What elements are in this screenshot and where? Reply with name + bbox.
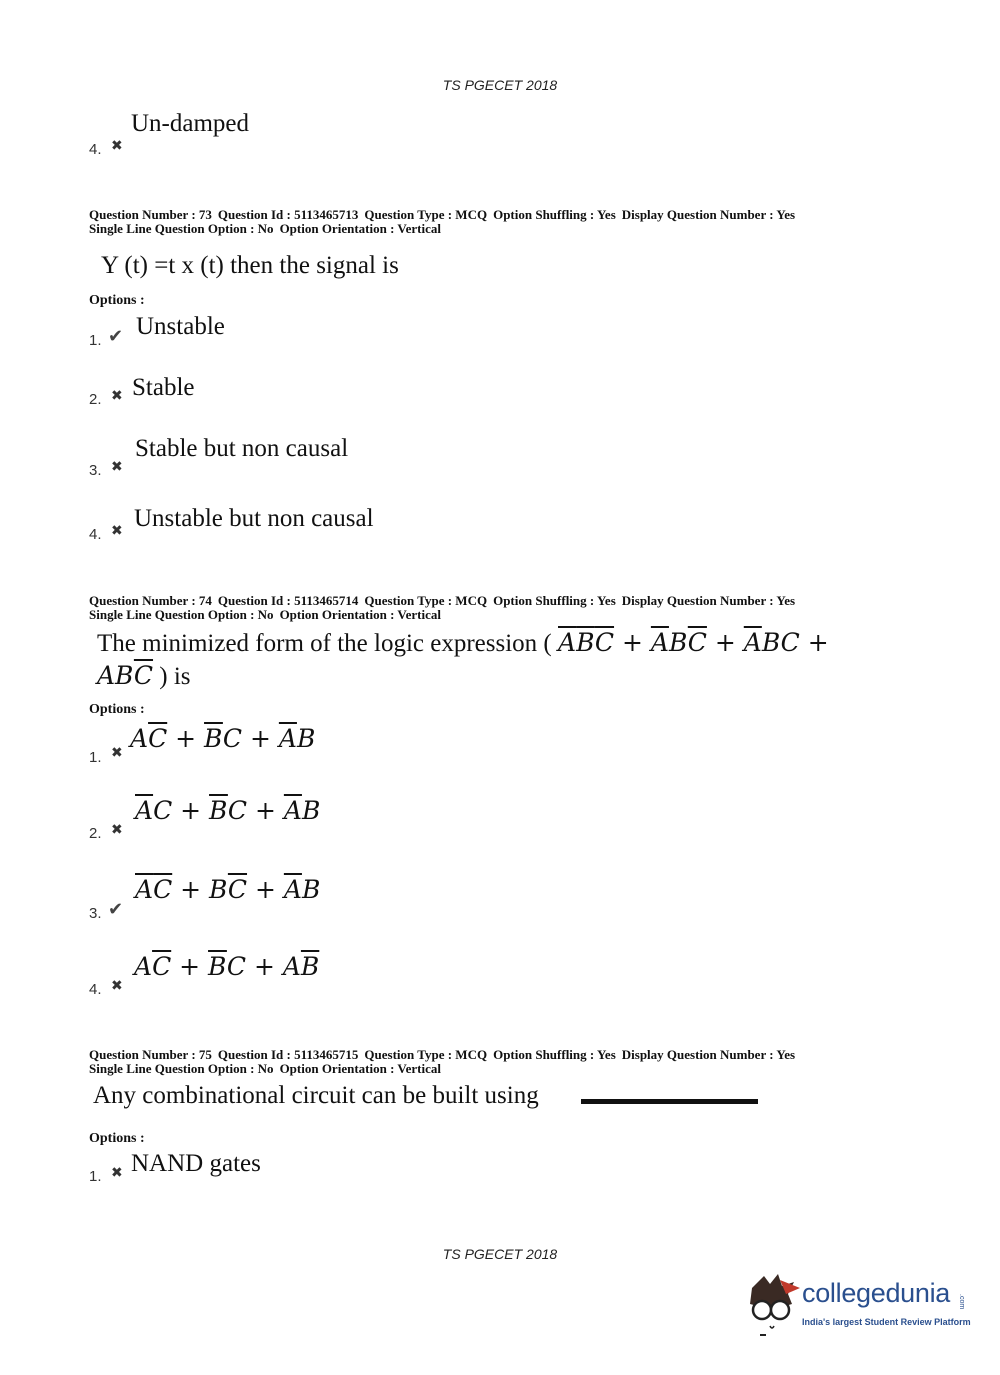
option-text: NAND gates — [131, 1150, 261, 1177]
option-math: $\overline{A}\overline{C} + B\overline{C} + \overline{A}B$ — [135, 875, 321, 904]
option-number: 4. — [89, 526, 102, 543]
question-text: Any combinational circuit can be built using — [93, 1082, 539, 1109]
page-footer: TS PGECET 2018 — [442, 1246, 558, 1262]
wrong-mark-icon: ✖ — [111, 389, 123, 404]
question-text: The minimized form of the logic expression ( $\overline{A}\overline{B}\overline{C} + \overline{A}B\overline{C} + \overline{A}BC$ + $AB\overline{C}$ ) is — [97, 628, 829, 690]
collegedunia-logo — [742, 1270, 972, 1340]
option-number: 3. — [89, 905, 102, 922]
wrong-mark-icon: ✖ — [111, 139, 123, 154]
option-number: 2. — [89, 391, 102, 408]
page-header: TS PGECET 2018 — [442, 77, 558, 93]
math-expression: $AB\overline{C}$ — [97, 661, 154, 690]
wrong-mark-icon: ✖ — [111, 1166, 123, 1181]
fill-in-blank-line — [581, 1099, 758, 1104]
option-text: Unstable but non causal — [134, 505, 374, 532]
option-text: Stable but non causal — [135, 435, 349, 462]
option-text: Unstable — [136, 313, 225, 340]
options-label: Options : — [89, 702, 145, 717]
option-number: 1. — [89, 332, 102, 349]
correct-check-icon: ✔ — [108, 326, 124, 346]
wrong-mark-icon: ✖ — [111, 460, 123, 475]
mascot-icon — [742, 1270, 802, 1340]
math-expression: $\overline{A}\overline{B}\overline{C} + \overline{A}B\overline{C} + \overline{A}BC$ + — [558, 628, 829, 657]
options-label: Options : — [89, 293, 145, 308]
logo-suffix: .com — [958, 1294, 965, 1310]
logo-wordmark: collegedunia — [802, 1278, 951, 1308]
question-meta: Question Number : 74 Question Id : 5113465714 Question Type : MCQ Option Shuffling : Yes Display Question Number : Yes Single Line Question Option : No Option Orientation : Vertical — [89, 593, 796, 622]
option-number: 3. — [89, 462, 102, 479]
question-text: Y (t) =t x (t) then the signal is — [101, 252, 399, 279]
question-meta: Question Number : 75 Question Id : 5113465715 Question Type : MCQ Option Shuffling : Yes Display Question Number : Yes Single Line Question Option : No Option Orientation : Vertical — [89, 1047, 796, 1076]
option-number: 1. — [89, 749, 102, 766]
option-math: $A\overline{C} + \overline{B}C + \overline{A}B$ — [130, 724, 316, 753]
option-number: 1. — [89, 1168, 102, 1185]
correct-check-icon: ✔ — [108, 899, 124, 919]
wrong-mark-icon: ✖ — [111, 524, 123, 539]
wrong-mark-icon: ✖ — [111, 746, 123, 761]
question-meta: Question Number : 73 Question Id : 5113465713 Question Type : MCQ Option Shuffling : Yes Display Question Number : Yes Single Line Question Option : No Option Orientation : Vertical — [89, 207, 796, 236]
option-number: 4. — [89, 141, 102, 158]
option-number: 4. — [89, 981, 102, 998]
option-math: $A\overline{C} + \overline{B}C + A\overline{B}$ — [134, 952, 320, 981]
option-text: Stable — [132, 374, 195, 401]
logo-tagline: India's largest Student Review Platform — [802, 1317, 971, 1327]
wrong-mark-icon: ✖ — [111, 979, 123, 994]
wrong-mark-icon: ✖ — [111, 823, 123, 838]
option-number: 2. — [89, 825, 102, 842]
options-label: Options : — [89, 1131, 145, 1146]
option-math: $\overline{A}C + \overline{B}C + \overline{A}B$ — [135, 796, 321, 825]
option-text: Un-damped — [131, 110, 250, 137]
